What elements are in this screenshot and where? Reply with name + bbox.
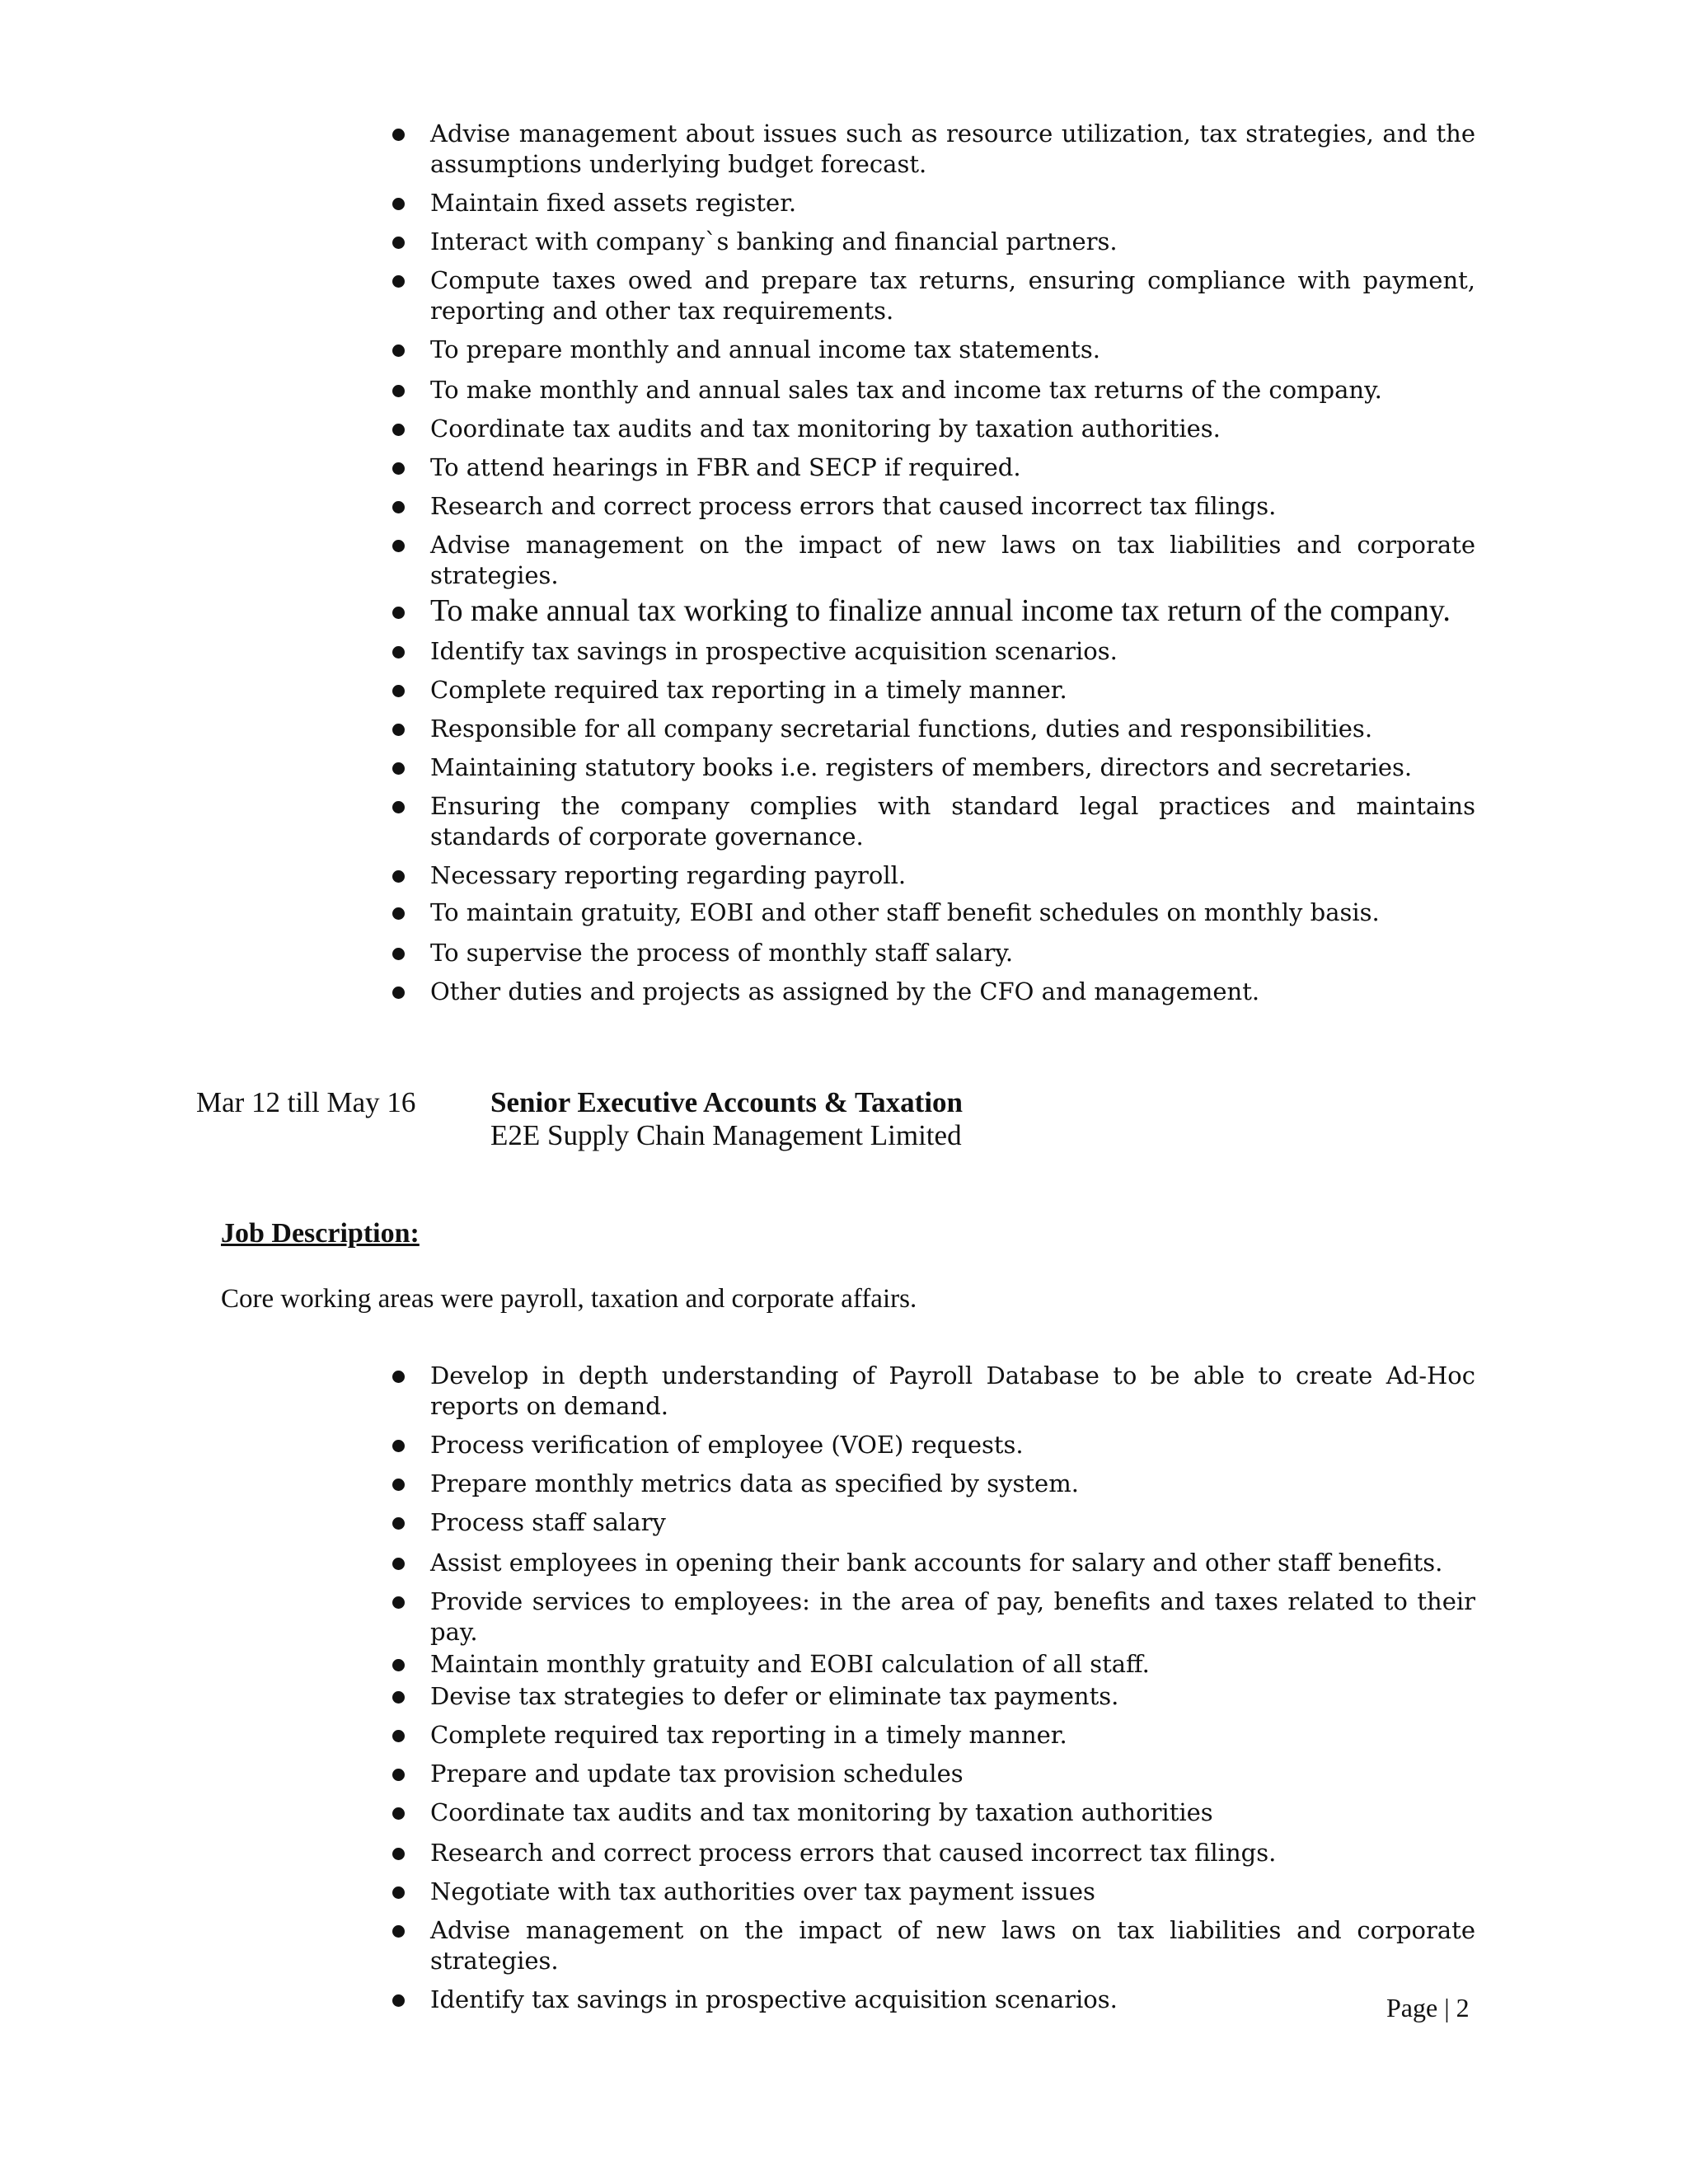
list-item: To attend hearings in FBR and SECP if required. bbox=[387, 452, 1475, 483]
list-item: Develop in depth understanding of Payroll Database to be able to create Ad-Hoc reports on demand. bbox=[387, 1361, 1475, 1422]
list-item: Complete required tax reporting in a timely manner. bbox=[387, 675, 1475, 705]
list-item: Advise management on the impact of new laws on tax liabilities and corporate strategies. bbox=[387, 1915, 1475, 1976]
list-item: To make annual tax working to finalize annual income tax return of the company. bbox=[387, 593, 1475, 630]
list-item: Necessary reporting regarding payroll. bbox=[387, 860, 1475, 891]
list-item: Complete required tax reporting in a timely manner. bbox=[387, 1720, 1475, 1750]
page-number: Page | 2 bbox=[1386, 1993, 1470, 2022]
list-item: Process staff salary bbox=[387, 1507, 1475, 1538]
list-item: To maintain gratuity, EOBI and other staff benefit schedules on monthly basis. bbox=[387, 898, 1475, 928]
list-item: Research and correct process errors that caused incorrect tax filings. bbox=[387, 491, 1475, 522]
job-description-list bbox=[387, 1361, 1475, 2015]
list-item: Coordinate tax audits and tax monitoring by taxation authorities bbox=[387, 1797, 1475, 1828]
list-item: Advise management about issues such as resource utilization, tax strategies, and the assumptions underlying budget forecast. bbox=[387, 119, 1475, 180]
list-item: Maintain monthly gratuity and EOBI calculation of all staff. bbox=[387, 1649, 1475, 1680]
responsibilities-list bbox=[387, 119, 1475, 1007]
list-item: To prepare monthly and annual income tax statements. bbox=[387, 335, 1475, 365]
job-description-intro: Core working areas were payroll, taxation and corporate affairs. bbox=[221, 1284, 917, 1314]
list-item: Coordinate tax audits and tax monitoring by taxation authorities. bbox=[387, 414, 1475, 444]
list-item: Research and correct process errors that caused incorrect tax filings. bbox=[387, 1838, 1475, 1868]
job-title: Senior Executive Accounts & Taxation bbox=[490, 1086, 964, 1118]
list-item: Process verification of employee (VOE) requests. bbox=[387, 1430, 1475, 1460]
list-item: Advise management on the impact of new laws on tax liabilities and corporate strategies. bbox=[387, 530, 1475, 591]
list-item: Prepare monthly metrics data as specified by system. bbox=[387, 1469, 1475, 1499]
list-item: Prepare and update tax provision schedules bbox=[387, 1759, 1475, 1789]
list-item: Responsible for all company secretarial functions, duties and responsibilities. bbox=[387, 714, 1475, 744]
list-item: Compute taxes owed and prepare tax returns, ensuring compliance with payment, reporting and other tax requirements. bbox=[387, 265, 1475, 326]
list-item: To supervise the process of monthly staff salary. bbox=[387, 938, 1475, 968]
list-item: Assist employees in opening their bank accounts for salary and other staff benefits. bbox=[387, 1548, 1475, 1578]
job-description-heading: Job Description: bbox=[221, 1218, 420, 1249]
list-item: Identify tax savings in prospective acquisition scenarios. bbox=[387, 1985, 1475, 2015]
employment-period: Mar 12 till May 16 bbox=[196, 1086, 416, 1118]
list-item: To make monthly and annual sales tax and income tax returns of the company. bbox=[387, 375, 1475, 405]
list-item: Other duties and projects as assigned by the CFO and management. bbox=[387, 977, 1475, 1007]
list-item: Ensuring the company complies with standard legal practices and maintains standards of corporate governance. bbox=[387, 791, 1475, 852]
list-item: Interact with company`s banking and financial partners. bbox=[387, 227, 1475, 257]
company-name: E2E Supply Chain Management Limited bbox=[490, 1119, 962, 1151]
list-item: Maintain fixed assets register. bbox=[387, 188, 1475, 218]
list-item: Devise tax strategies to defer or eliminate tax payments. bbox=[387, 1681, 1475, 1712]
list-item: Identify tax savings in prospective acquisition scenarios. bbox=[387, 636, 1475, 667]
list-item: Provide services to employees: in the area of pay, benefits and taxes related to their pay. bbox=[387, 1586, 1475, 1647]
list-item: Maintaining statutory books i.e. registers of members, directors and secretaries. bbox=[387, 752, 1475, 783]
list-item: Negotiate with tax authorities over tax payment issues bbox=[387, 1877, 1475, 1907]
